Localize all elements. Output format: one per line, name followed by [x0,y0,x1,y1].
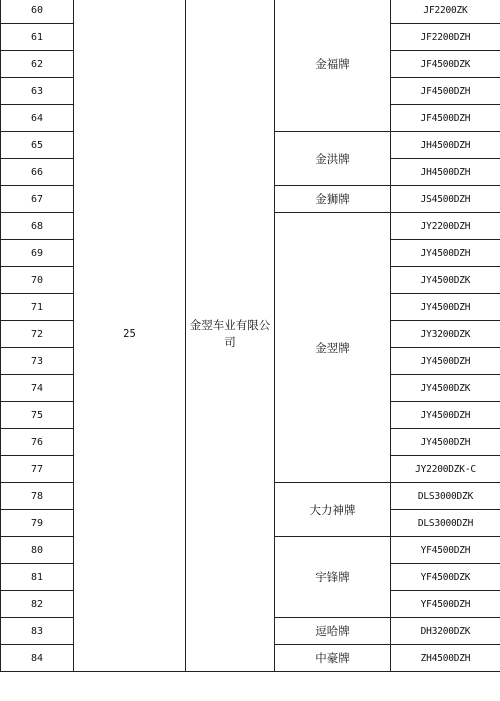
row-sequence-number: 68 [1,213,74,240]
row-sequence-number: 63 [1,78,74,105]
brand-name-cell: 中豪牌 [275,645,391,672]
company-name-cell: 金翌车业有限公司 [186,0,275,672]
row-sequence-number: 61 [1,24,74,51]
brand-name-cell: 金福牌 [275,0,391,132]
model-number-cell: DLS3000DZH [391,510,500,537]
row-sequence-number: 79 [1,510,74,537]
row-sequence-number: 62 [1,51,74,78]
row-sequence-number: 72 [1,321,74,348]
table-body [1,0,500,672]
row-sequence-number: 82 [1,591,74,618]
row-sequence-number: 66 [1,159,74,186]
row-sequence-number: 75 [1,402,74,429]
row-sequence-number: 83 [1,618,74,645]
model-number-cell: YF4500DZK [391,564,500,591]
row-sequence-number: 70 [1,267,74,294]
model-number-cell: JY4500DZK [391,375,500,402]
model-number-cell: JS4500DZH [391,186,500,213]
model-number-cell: JF2200DZH [391,24,500,51]
model-number-cell: JF4500DZK [391,51,500,78]
model-number-cell: JH4500DZH [391,159,500,186]
model-number-cell: JY4500DZH [391,429,500,456]
brand-name-cell: 逗哈牌 [275,618,391,645]
model-number-cell: ZH4500DZH [391,645,500,672]
table-row [1,0,500,24]
model-number-cell: DLS3000DZK [391,483,500,510]
row-sequence-number: 76 [1,429,74,456]
brand-name-cell: 宇锋牌 [275,537,391,618]
model-number-cell: JF4500DZH [391,105,500,132]
row-sequence-number: 67 [1,186,74,213]
row-sequence-number: 78 [1,483,74,510]
model-number-cell: JF2200ZK [391,0,500,24]
brand-name-cell: 金翌牌 [275,213,391,483]
row-sequence-number: 84 [1,645,74,672]
row-sequence-number: 81 [1,564,74,591]
model-number-cell: JY4500DZH [391,240,500,267]
model-number-cell: DH3200DZK [391,618,500,645]
model-number-cell: YF4500DZH [391,537,500,564]
row-sequence-number: 73 [1,348,74,375]
model-number-cell: JH4500DZH [391,132,500,159]
row-sequence-number: 60 [1,0,74,24]
model-number-cell: JY4500DZH [391,402,500,429]
row-sequence-number: 80 [1,537,74,564]
model-number-cell: JY4500DZK [391,267,500,294]
model-number-cell: JF4500DZH [391,78,500,105]
row-sequence-number: 65 [1,132,74,159]
brand-name-cell: 金狮牌 [275,186,391,213]
model-number-cell: JY4500DZH [391,294,500,321]
model-number-cell: YF4500DZH [391,591,500,618]
brand-name-cell: 大力神牌 [275,483,391,537]
model-number-cell: JY3200DZK [391,321,500,348]
row-sequence-number: 77 [1,456,74,483]
row-sequence-number: 64 [1,105,74,132]
row-sequence-number: 71 [1,294,74,321]
brand-name-cell: 金洪牌 [275,132,391,186]
row-sequence-number: 74 [1,375,74,402]
model-number-cell: JY2200DZK-C [391,456,500,483]
model-number-cell: JY2200DZH [391,213,500,240]
model-number-cell: JY4500DZH [391,348,500,375]
group-number-cell: 25 [74,0,186,672]
row-sequence-number: 69 [1,240,74,267]
